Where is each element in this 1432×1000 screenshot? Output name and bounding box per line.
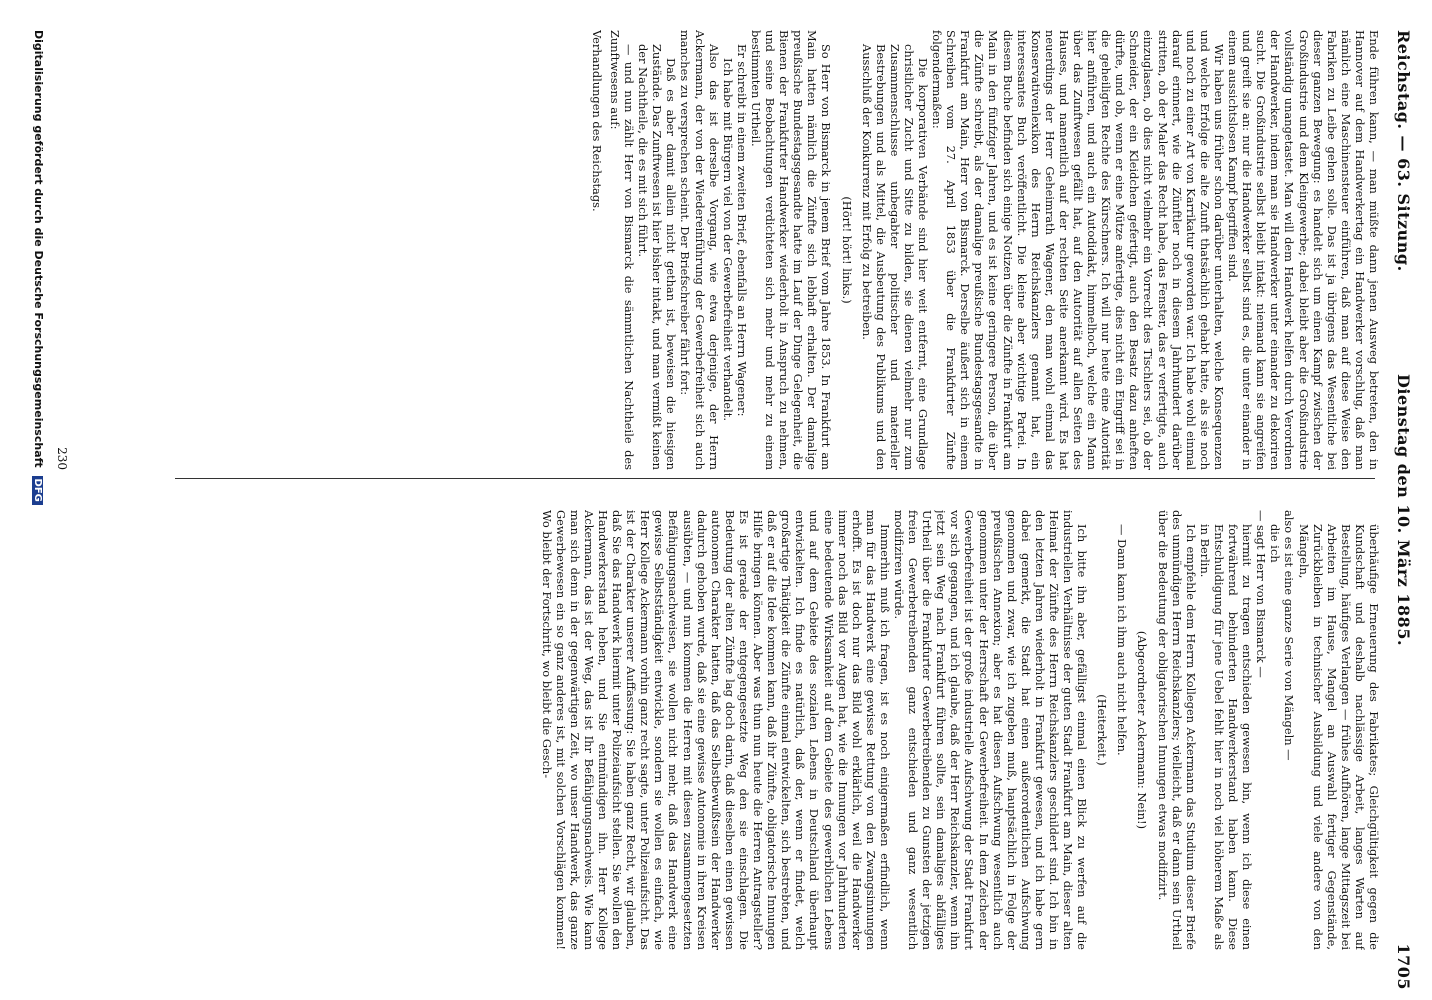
quote-paragraph: Die korporativen Verbände sind hier weit entfernt, eine Grundlage christlicher Zucht und Sitte zu bilden, sie dienen vielmehr nur zum Zusammenschlusse unbegabter politischer und materieller Bestrebungen und als Mittel, die Ausbeutung des Publikums und den Ausschluß der Konkurrenz mit Erfolg zu betreiben.: [859, 44, 930, 470]
footnote-source: Verhandlungen des Reichstags.: [589, 30, 604, 212]
column-divider: [175, 478, 1375, 479]
column-right: [75, 510, 1381, 950]
page-header: [1387, 30, 1413, 990]
paragraph: Also das ist derselbe Vorgang, wie etwa derjenige, der Herrn Ackermann, der von der Wiedereinführung der Gewerbefreiheit sich auch manches zu versprechen scheint. Der Briefschreiber fährt fort:: [678, 30, 721, 470]
quote-paragraph: Ich habe mit Bürgern viel von der Gewerbefreiheit verhandelt.: [720, 58, 735, 422]
paragraph: — Dann kann ich ihm auch nicht helfen.: [1115, 524, 1130, 756]
quote-paragraph: hiermit zu tragen entschieden gewesen bin, wenn ich diese einen fortwährend behinderten Handwerkerstand haben kann. Diese Entschuldigung für jene Uebel fehlt hier in noch viel höherem Maße als in Berlin.: [1197, 524, 1255, 950]
interjection: (Hört! hört! links.): [839, 196, 854, 304]
paragraph: Ende führen kann, — man müßte dann jenen Ausweg betreten, den in Hannover auf dem Handwerkertag ein Handwerker vorschlug, daß man nämlich eine Maschinensteuer einführen, daß man auf diese Weise den Fabriken zu Leibe gehen solle. Das ist ja übrigens das Wesentliche bei dieser ganzen Bewegung: es handelt sich um einen Kampf zwischen der Großindustrie und dem Kleingewerbe; dabei bleibt aber die Großindustrie vollständig unangetastet. Man will dem Handwerk helfen durch Verordnen der Handwerker, indem man sie Handwerker unter einander zu dekoriren sucht. Die Großindustrie selbst bleibt intakt: niemand kann sie angreifen und greift sie an: nur die Handwerker selbst sind es, die unter einander in einem aussichtslosen Kampf begriffen sind.: [1226, 30, 1381, 470]
column-left: [75, 30, 1381, 470]
quote-paragraph: überhäufige Erneuerung des Fabrikates; Gleichgültigkeit gegen die Kundschaft und deshalb nachlässige Arbeit, langes Warten auf Bestellung, häufiges Verlangen — frühes Aufhören, lange Mittagszeit bei Arbeiten im Hause, Mangel an Auswahl fertiger Gegenstände, Zurückbleiben in technischer Ausbildung und viele andere von den Mängeln,: [1296, 524, 1381, 950]
interjection: (Abgeordneter Ackermann: Nein!): [1135, 630, 1150, 830]
paragraph: Ich bitte ihn aber, gefälligst einmal einen Blick zu werfen auf die industriellen Verhältnisse der guten Stadt Frankfurt am Main, dieser alten Heimat der Zünfte des Herrn Reichskanzlers geschildert sind. Ich bin in den letzten Jahren wiederholt in Frankfurt gewesen, und ich habe gern dabei gemerkt, die Stadt hat einen außerordentlichen Aufschwung genommen und zwar, wie ich zugeben muß, hauptsächlich in Folge der preußischen Annexion; aber es hat diesen Aufschwung wesentlich auch genommen unter der Herrschaft der Gewerbefreiheit. In dem Zeichen der Gewerbefreiheit ist der große industrielle Aufschwung der Stadt Frankfurt vor sich gegangen, und ich glaube, daß der Herr Reichskanzler, wenn ihn jetzt sein Weg nach Frankfurt führen sollte, sein damaliges abfälliges Urtheil über die Frankfurter Gewerbetreibenden zu Gunsten der jetzigen freien Gewerbetreibenden ganz entschieden und ganz wesentlich modifiziren würde.: [892, 510, 1090, 950]
paragraph: Immerhin muß ich fragen, ist es noch einigermaßen erfindlich, wenn man für das Handwerk eine gewisse Rettung von den Zwangsinnungen erhofft. Es ist doch nur das Bild wohl erklärlich, weil die Handwerker immer noch das Bild vor Augen hat, wie die Innungen vor Jahrhunderten eine bedeutende Wirksamkeit auf dem Gebiete des gewerblichen Lebens und auf dem Gebiete des sozialen Lebens in Deutschland überhaupt entwickelten. Ich finde es natürlich, daß der, wenn er findet, welch großartige Thätigkeit die Zünfte einmal entwickelten, sich bestrebten, und daß er auf die Idee kommen kann, daß ihr Zünfte, obligatorische Innungen Hilfe bringen können. Aber was thun nun heute die Herren Antragsteller? Es ist gerade der entgegengesetzte Weg den sie einschlagen. Die Bedeutung der alten Zünfte lag doch darin, daß dieselben einen gewissen autonomen Charakter hatten, daß das Selbstbewußtsein der Handwerker dadurch gehoben wurde, daß sie eine gewisse Autonomie in ihren Kreisen ausübten, — und nun kommen die Herren mit diesen zusammengesetzten Befähigungsnachweisen, sie wollen nicht mehr, daß das Handwerk eine gewisse Selbstständigkeit entwickle, sondern sie wollen es einfach, wie Herr Kollege Ackermann vorhin ganz recht sagte, unter Polizeiaufsicht. Das ist der Charakter unserer Auffassung: Sie haben ganz Recht, wir glauben, daß Sie das Handwerk hiermit unter Polizeiaufsicht stellen. Sie wollen den Handwerkerstand heben, und Sie entmündigen ihn. Herr Kollege Ackermann, das ist der Weg, das ist Ihr Befähigungsnachweis. Wie kann man sich denn in der gegenwärtigen Zeit, wo unser Handwerk, das ganze Gewerbewesen ein so ganz anderes ist, mit solchen Vorschlägen kommen! Wo bleibt der Fortschritt, wo bleibt die Gesch-: [539, 510, 892, 950]
footer-text: Digitalisierung gefördert durch die Deutsche Forschungsgemeinschaft: [32, 30, 45, 468]
paragraph: Er schreibt in einem zweiten Brief, ebenfalls an Herrn Wagener:: [734, 44, 749, 417]
header-date: Dienstag den 10. März 1885.: [1394, 373, 1413, 647]
interjection: (Heiterkeit.): [1095, 694, 1110, 766]
bottom-page-number: 230: [55, 447, 69, 470]
header-left: Reichstag. — 63. Sitzung.: [1394, 30, 1413, 272]
paragraph: Ich empfehle dem Herrn Kollegen Ackermann das Studium dieser Briefe des unmündigen Herrn Reichskanzlers; vielleicht, daß er dann sein Urtheil über die Bedeutung der obligatorischen Innungen etwas modifizirt.: [1155, 510, 1198, 950]
header-page-number: 1705: [1394, 943, 1413, 990]
paragraph: So Herr von Bismarck in jenem Brief vom Jahre 1853. In Frankfurt am Main hatten nämlich die Zünfte sich lebhaft erhalten. Der damalige preußische Bundestagsgesandte hatte im Lauf der Dinge Gelegenheit, die Bienen der Frankfurter Handwerker wiederholt in Anspruch zu nehmen, und seine Beobachtungen verdichteten sich mehr und mehr zu einem bestimmten Urtheil.: [748, 30, 834, 470]
dfg-logo-icon: DFG: [32, 476, 43, 505]
quote-paragraph: die ich: [1268, 524, 1283, 563]
rotated-page: [25, 0, 1425, 1000]
interjection-line: also es ist eine ganze Serie von Mängeln —: [1282, 510, 1297, 761]
quote-paragraph: Daß es aber damit allein nicht gethan ist, beweisen die hiesigen Zustände. Das Zunftwesen ist hier bisher intakt, und man vermißt keinen der Nachtheile, die es mit sich führt.: [636, 44, 679, 470]
digitization-footer: [32, 30, 45, 505]
paragraph: Wir haben uns früher schon darüber unterhalten, welche Konsequenzen und welche Erfolge die alte Zunft thatsächlich gehabt hatte, als sie noch und noch zu einer Art von Karrikatur geworden war. Ich habe wohl einmal darauf erinnert, wie die Zünftler noch in diesem Jahrhundert darüber stritten, ob der Maler das Recht habe, das Fenster, das er verfertigte, auch einzuglasen, ob dies nicht vielmehr ein Vorrecht des Tischlers sei, ob der Schneider, der ein Kleidchen gefertigt, auch den Besatz dazu anheften dürfte, und ob, wenn er eine Mütze anfertige, dies nicht ein Eingriff sei in die geheiligten Rechte des Kürschners. Ich will nur heute eine Autorität hier anführen, und auch ein Autodidakt, himmelhoch, welche ein Mann über das Zunftwesen gefällt hat, auf den Autorität auf allen Seiten des Hauses, und namentlich auf der rechten Seite anerkannt wird. Es hat neuerdings der Herr Geheimrath Wagener, den man wohl einmal das Konservativenlexikon des Herrn Reichskanzlers genannt hat, ein interessantes Buch veröffentlicht. Die kleine aber wichtige Partei. In diesem Buche befinden sich einige Notizen über die Zünfte in Frankfurt am Main in den fünfziger Jahren, und es ist keine geringere Person, die über die Zünfte schreibt, als der damalige preußische Bundestagsgesandte in Frankfurt am Main, Herr von Bismarck. Derselbe äußert sich in einem Schreiben vom 27. April 1853 über die Frankfurter Zünfte folgendermaßen:: [930, 30, 1226, 470]
interjection-line: — sagt Herr von Bismarck —: [1254, 510, 1269, 678]
paragraph: — und nun zählt Herr von Bismarck die sämmtlichen Nachtheile des Zunftwesens auf:: [608, 30, 637, 470]
